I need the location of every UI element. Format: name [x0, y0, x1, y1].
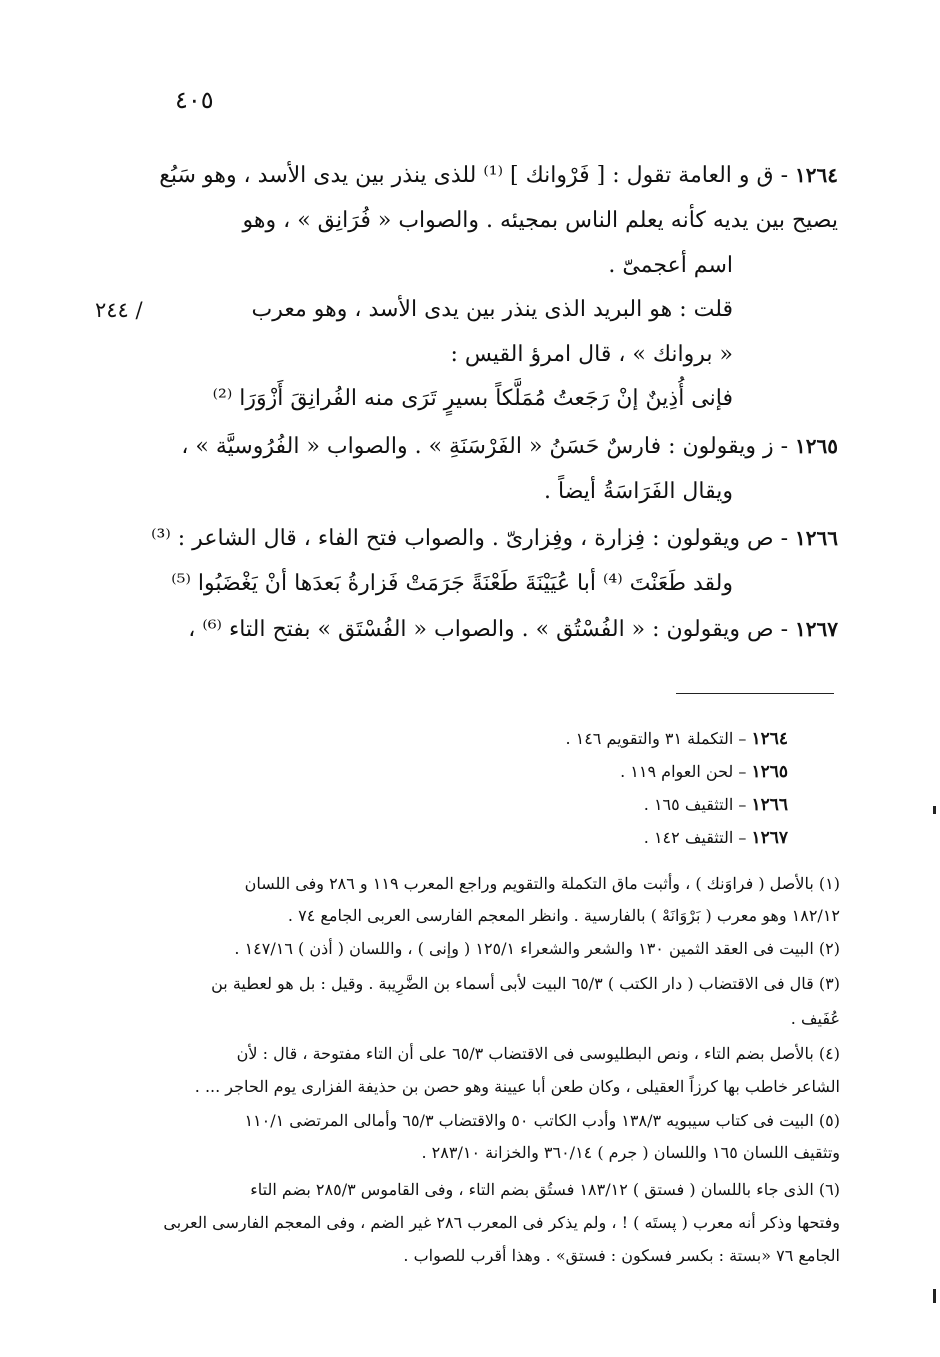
entry-text-line: ويقال الفَرَاسَةُ أيضاً . — [544, 479, 733, 504]
entry-text-line: يصيح بين يديه كأنه يعلم الناس بمجيئه . والصواب « فُرَانِق » ، وهو — [242, 208, 838, 233]
entry-text-line: اسم أعجمىّ . — [608, 253, 733, 278]
entry-text-line: قلت : هو البريد الذى ينذر بين يدى الأسد ، وهو معرب — [251, 297, 733, 322]
entry-number: ١٢٦٧ — [795, 617, 838, 641]
entry-number: ١٢٦٥ — [795, 434, 838, 458]
entry-text-line: ويقولون : فِزارة ، وفِزارىّ . والصواب فتح الفاء ، قال الشاعر : ⁽³⁾ — [151, 526, 740, 551]
source-entry-number: ١٢٦٦ — [751, 795, 788, 815]
footnote-line: (٣) قال فى الاقتضاب ( دار الكتب ) ٦٥/٣ البيت لأبى أسماء بن الضَّرِيبة . وقيل : بل هو لعطية بن — [211, 974, 840, 993]
source-reference — [644, 828, 788, 848]
footnote-separator — [676, 693, 834, 694]
source-entry-number: ١٢٦٧ — [751, 828, 788, 848]
source-reference — [644, 795, 788, 815]
entry-text-line: ويقولون : فارسٌ حَسَنُ « الفَرْسَنَةِ » . والصواب « الفُرُوسيَّة » ، — [181, 434, 756, 459]
footnote-line: (١) بالأصل ( فراوَنك ) ، وأثبت ماق التكملة والتقويم وراجع المعرب ١١٩ و ٢٨٦ وفى اللسان — [244, 874, 840, 893]
entry-number: ١٢٦٤ — [795, 163, 838, 187]
footnote-line: الجامع ٧٦ «بستة : بكسر فسكون : فستق» . وهذا أقرب للصواب . — [403, 1246, 840, 1265]
source-text: – لحن العوام ١١٩ . — [620, 762, 747, 781]
entry-text-line: ويقولون : « الفُسْتُق » . والصواب « الفُسْتَق » بفتح التاء ⁽⁶⁾ ، — [188, 617, 740, 642]
footnote-line: (٢) البيت فى العقد الثمين ١٣٠ والشعر والشعراء ١٢٥/١ ( وإنى ) ، واللسان ( أذن ) ١٤٧/١٦ . — [234, 939, 840, 958]
scan-margin-mark — [933, 1289, 936, 1303]
source-entry-number: ١٢٦٥ — [751, 762, 788, 782]
footnote-line: ١٨٢/١٢ وهو معرب ( بَرْوَانَهْ ) بالفارسية . وانظر المعجم الفارسى العربى الجامع ٧٤ . — [287, 906, 840, 925]
source-reference — [620, 762, 788, 782]
margin-page-reference: ٢٤٤ / — [95, 298, 143, 322]
page-number: ٤٠٥ — [175, 86, 214, 114]
source-text: – التثقيف ١٦٥ . — [643, 795, 747, 814]
source-text: – التثقيف ١٤٢ . — [643, 828, 747, 847]
entry-1267-heading — [188, 617, 838, 642]
entry-number: ١٢٦٦ — [795, 526, 838, 550]
footnote-line: (٤) بالأصل بضم التاء ، ونص البطليوسى فى الاقتضاب ٦٥/٣ على أن التاء مفتوحة ، قال : لأن — [236, 1044, 840, 1063]
scan-margin-mark — [933, 806, 936, 814]
source-reference — [565, 729, 788, 749]
entry-source-tag: - ص — [747, 526, 789, 551]
footnote-line: وفتحها وذكر أنه معرب ( پستَه ) ! ، ولم يذكر فى المعرب ٢٨٦ غير الضم ، وفى المعجم الفارسى العربى — [163, 1213, 840, 1232]
entry-1265-heading — [181, 434, 838, 459]
footnote-line: (٥) البيت فى كتاب سيبويه ١٣٨/٣ وأدب الكاتب ٥٠ والاقتضاب ٦٥/٣ وأمالى المرتضى ١١٠/١ — [244, 1111, 840, 1130]
entry-1266-heading — [151, 526, 838, 551]
entry-text-line: العامة تقول : [ فَرْوانك ] ⁽¹⁾ للذى ينذر بين يدى الأسد ، وهو سَبُع — [159, 163, 732, 188]
footnote-line: (٦) الذى جاء باللسان ( فستق ) ١٨٣/١٢ فستُق بضم التاء ، وفى القاموس ٢٨٥/٣ بضم التاء — [250, 1180, 840, 1199]
source-text: – التكملة ٣١ والتقويم ١٤٦ . — [565, 729, 747, 748]
footnote-line: الشاعر خاطب بها كرزاً العقيلى ، وكان طعن أبا عيينة وهو حصن بن حذيفة الفزارى يوم الحاجر ... . — [194, 1077, 840, 1096]
source-entry-number: ١٢٦٤ — [751, 729, 788, 749]
entry-source-tag: - ص — [747, 617, 789, 642]
footnote-line: عُفَيف . — [790, 1009, 840, 1028]
entry-text-line: « بروانك » ، قال امرؤ القيس : — [450, 342, 733, 367]
entry-1264-heading — [159, 163, 838, 188]
verse-line: فإنى أُذِينٌ إنْ رَجَعتُ مُمَلَّكاً بسيرٍ تَرَى منه الفُرانِقَ أَزْوَرَا ⁽²⁾ — [212, 386, 733, 411]
verse-line: ولقد طَعَنْتَ ⁽⁴⁾ أبا عُيَيْنَةَ طَعْنَةً جَرَمَتْ فَزارةُ بَعدَها أنْ يَغْضَبُوا ⁽⁵⁾ — [171, 571, 733, 596]
footnote-line: وتثقيف اللسان ١٦٥ واللسان ( جرم ) ٣٦٠/١٤ والخزانة ٢٨٣/١٠ . — [421, 1143, 840, 1162]
entry-source-tag: - ز — [762, 434, 789, 459]
entry-source-tag: - ق و — [738, 163, 789, 188]
